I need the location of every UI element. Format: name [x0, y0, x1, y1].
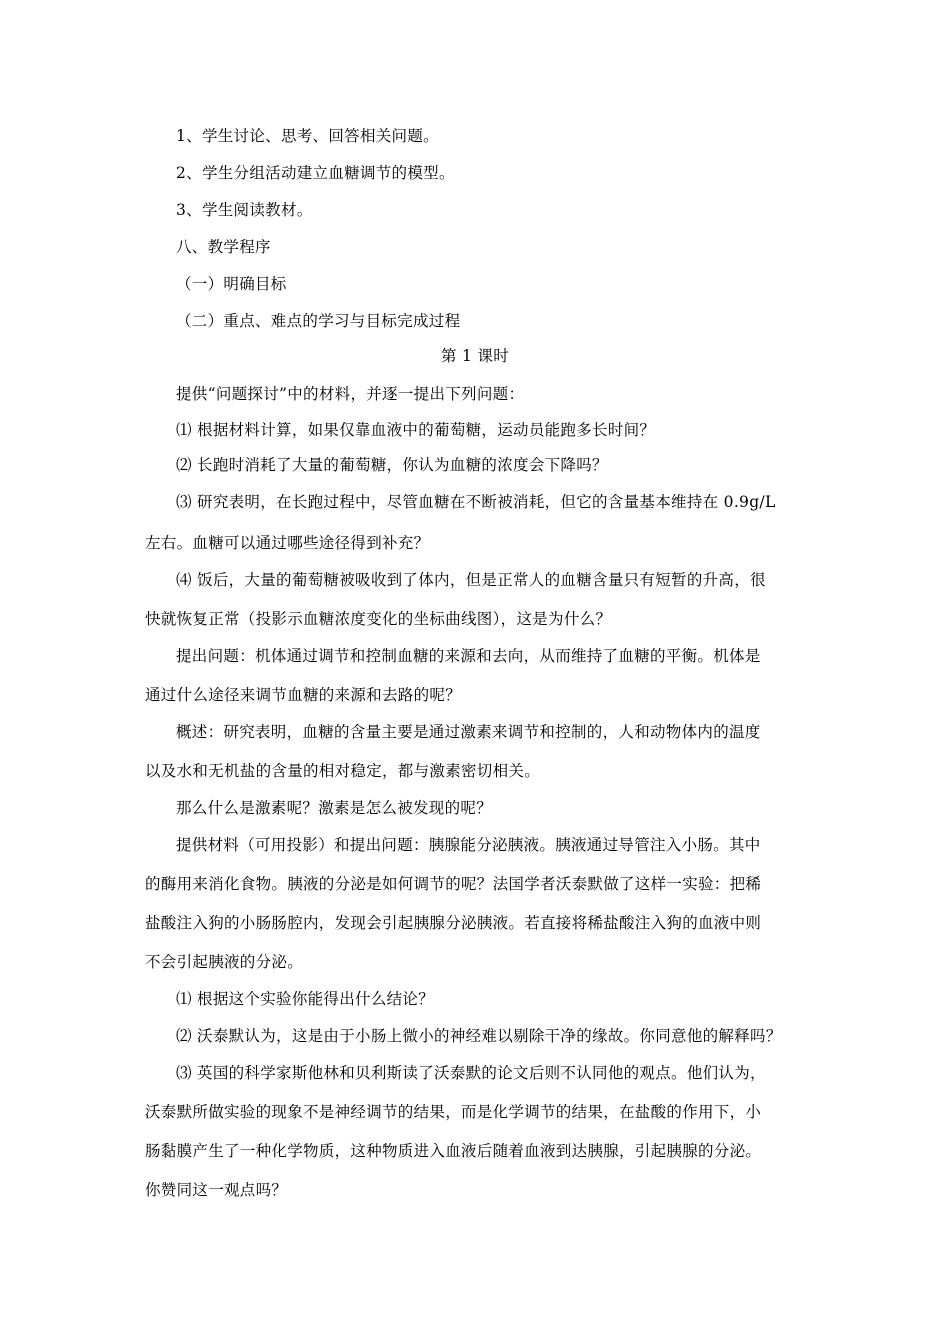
paragraph-line: 概述：研究表明，血糖的含量主要是通过激素来调节和控制的，人和动物体内的温度: [176, 723, 761, 741]
question-line: ⑶ 研究表明，在长跑过程中，尽管血糖在不断被消耗，但它的含量基本维持在 0.9g/L: [176, 493, 776, 511]
paragraph-continuation: 盐酸注入狗的小肠肠腔内，发现会引起胰腺分泌胰液。若直接将稀盐酸注入狗的血液中则: [145, 914, 762, 932]
question-line: ⑵ 长跑时消耗了大量的葡萄糖，你认为血糖的浓度会下降吗？: [176, 456, 608, 474]
question-line: ⑶ 英国的科学家斯他林和贝利斯读了沃泰默的论文后则不认同他的观点。他们认为，: [176, 1064, 766, 1082]
section-heading-8: 八、教学程序: [176, 238, 271, 256]
question-line: ⑴ 根据这个实验你能得出什么结论？: [176, 990, 435, 1008]
question-continuation: 肠黏膜产生了一种化学物质，这种物质进入血液后随着血液到达胰腺，引起胰腺的分泌。: [145, 1142, 762, 1160]
paragraph-continuation: 不会引起胰液的分泌。: [145, 953, 304, 971]
subsection-heading-2: （二）重点、难点的学习与目标完成过程: [176, 312, 461, 330]
activity-line-2: 2、学生分组活动建立血糖调节的模型。: [176, 164, 455, 182]
subsection-heading-1: （一）明确目标: [176, 275, 287, 293]
paragraph-continuation: 通过什么途径来调节血糖的来源和去路的呢？: [145, 686, 462, 704]
paragraph-continuation: 的酶用来消化食物。胰液的分泌是如何调节的呢？法国学者沃泰默做了这样一实验：把稀: [145, 875, 762, 893]
question-line: ⑵ 沃泰默认为，这是由于小肠上微小的神经难以剔除干净的缘故。你同意他的解释吗？: [176, 1027, 782, 1045]
paragraph-line: 提供“问题探讨”中的材料，并逐一提出下列问题：: [176, 385, 525, 403]
question-line: ⑷ 饭后，大量的葡萄糖被吸收到了体内，但是正常人的血糖含量只有短暂的升高，很: [176, 571, 766, 589]
paragraph-line: 那么什么是激素呢？激素是怎么被发现的呢？: [176, 799, 493, 817]
lesson-title: 第 1 课时: [440, 347, 510, 365]
question-continuation: 快就恢复正常（投影示血糖浓度变化的坐标曲线图），这是为什么？: [145, 610, 612, 628]
activity-line-1: 1、学生讨论、思考、回答相关问题。: [176, 127, 439, 145]
question-continuation: 左右。血糖可以通过哪些途径得到补充？: [145, 534, 430, 552]
paragraph-continuation: 以及水和无机盐的含量的相对稳定，都与激素密切相关。: [145, 762, 541, 780]
activity-line-3: 3、学生阅读教材。: [176, 201, 313, 219]
paragraph-line: 提出问题：机体通过调节和控制血糖的来源和去向，从而维持了血糖的平衡。机体是: [176, 647, 761, 665]
question-continuation: 沃泰默所做实验的现象不是神经调节的结果，而是化学调节的结果，在盐酸的作用下，小: [145, 1103, 762, 1121]
paragraph-line: 提供材料（可用投影）和提出问题：胰腺能分泌胰液。胰液通过导管注入小肠。其中: [176, 836, 761, 854]
question-line: ⑴ 根据材料计算，如果仅靠血液中的葡萄糖，运动员能跑多长时间？: [176, 421, 656, 439]
question-continuation: 你赞同这一观点吗？: [145, 1181, 288, 1199]
